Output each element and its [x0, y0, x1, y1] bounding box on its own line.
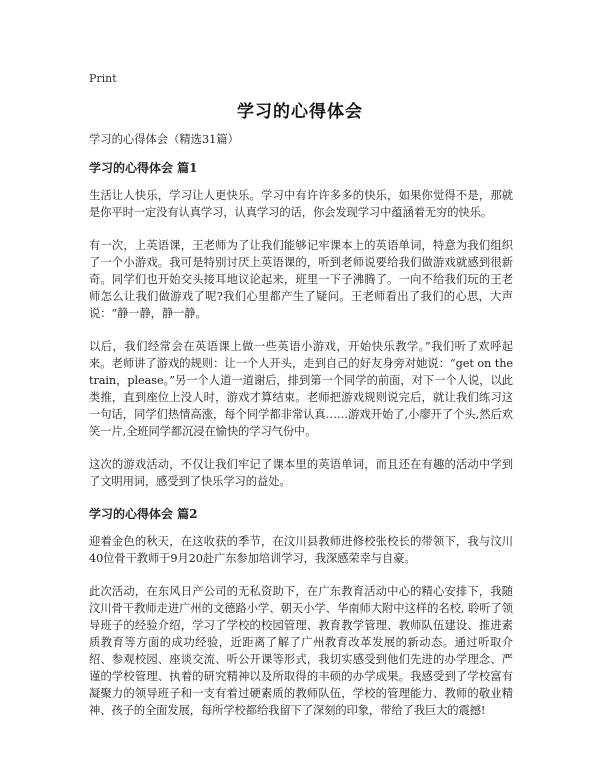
paragraph: 迎着金色的秋天，在这收获的季节，在汶川县教师进修校张校长的带领下，我与汶川40位骨干教师于9月20赴广东参加培训学习，我深感荣幸与自豪。: [89, 535, 513, 565]
paragraph: 此次活动，在东风日产公司的无私资助下，在广东教育活动中心的精心安排下，我随汶川骨干教师走进广州的文德路小学、朝天小学、华南师大附中这样的名校, 聆听了领导班子的经验介绍，学习了学校的校园管理、教育教学管理、教师队伍建设、推进素质教育等方面的成功经验，近距离了解了广州教育改革发展的新动态。通过听取介绍、参观校园、座谈交流、听公开课等形式，我切实感受到他们先进的办学理念、严谨的学校管理、执着的研究精神以及所取得的丰硕的办学成果。我感受到了学校富有凝聚力的领导班子和一支有着过硬素质的教师队伍，学校的管理能力、教师的敬业精神、孩子的全面发展，每所学校都给我留下了深刻的印象，带给了我巨大的震撼!: [89, 585, 513, 717]
paragraph: 这次的游戏活动，不仅让我们牢记了课本里的英语单词，而且还在有趣的活动中学到了文明用词，感受到了快乐学习的益处。: [89, 458, 513, 488]
paragraph: 有一次，上英语课，王老师为了让我们能够记牢课本上的英语单词，特意为我们组织了一个小游戏。我可是特别讨厌上英语课的，听到老师说要给我们做游戏就感到很新奇。同学们也开始交头接耳地议论起来，班里一下子沸腾了。一向不给我们玩的王老师怎么让我们做游戏了呢?我们心里都产生了疑问。王老师看出了我们的心思，大声说：“静一静，静一静。: [89, 239, 513, 320]
document-body: [89, 131, 513, 735]
section-heading-2: 学习的心得体会 篇2: [89, 507, 198, 521]
page-title: 学习的心得体会: [237, 102, 363, 122]
print-label[interactable]: Print: [89, 72, 117, 85]
paragraph: 生活让人快乐，学习让人更快乐。学习中有许许多多的快乐，如果你觉得不是，那就是你平时一定没有认真学习，认真学习的话，你会发现学习中蕴涵着无穷的快乐。: [89, 189, 513, 219]
section-heading-1: 学习的心得体会 篇1: [89, 161, 198, 175]
paragraph: 以后，我们经常会在英语课上做一些英语小游戏，开始快乐教学。”我们听了欢呼起来。老师讲了游戏的规则：让一个人开头，走到自己的好友身旁对她说：“get on the train，please。”另一个人道一道谢后，排到第一个同学的前面，对下一个人说，以此类推，直到座位上没人时，游戏才算结束。老师把游戏规则说完后，就让我们练习这一句话，同学们热情高涨，每个同学都非常认真……游戏开始了,小廖开了个头,然后欢笑一片,全班同学都沉浸在愉快的学习气份中。: [89, 340, 513, 438]
document-subtitle: 学习的心得体会（精选31篇）: [89, 133, 239, 146]
